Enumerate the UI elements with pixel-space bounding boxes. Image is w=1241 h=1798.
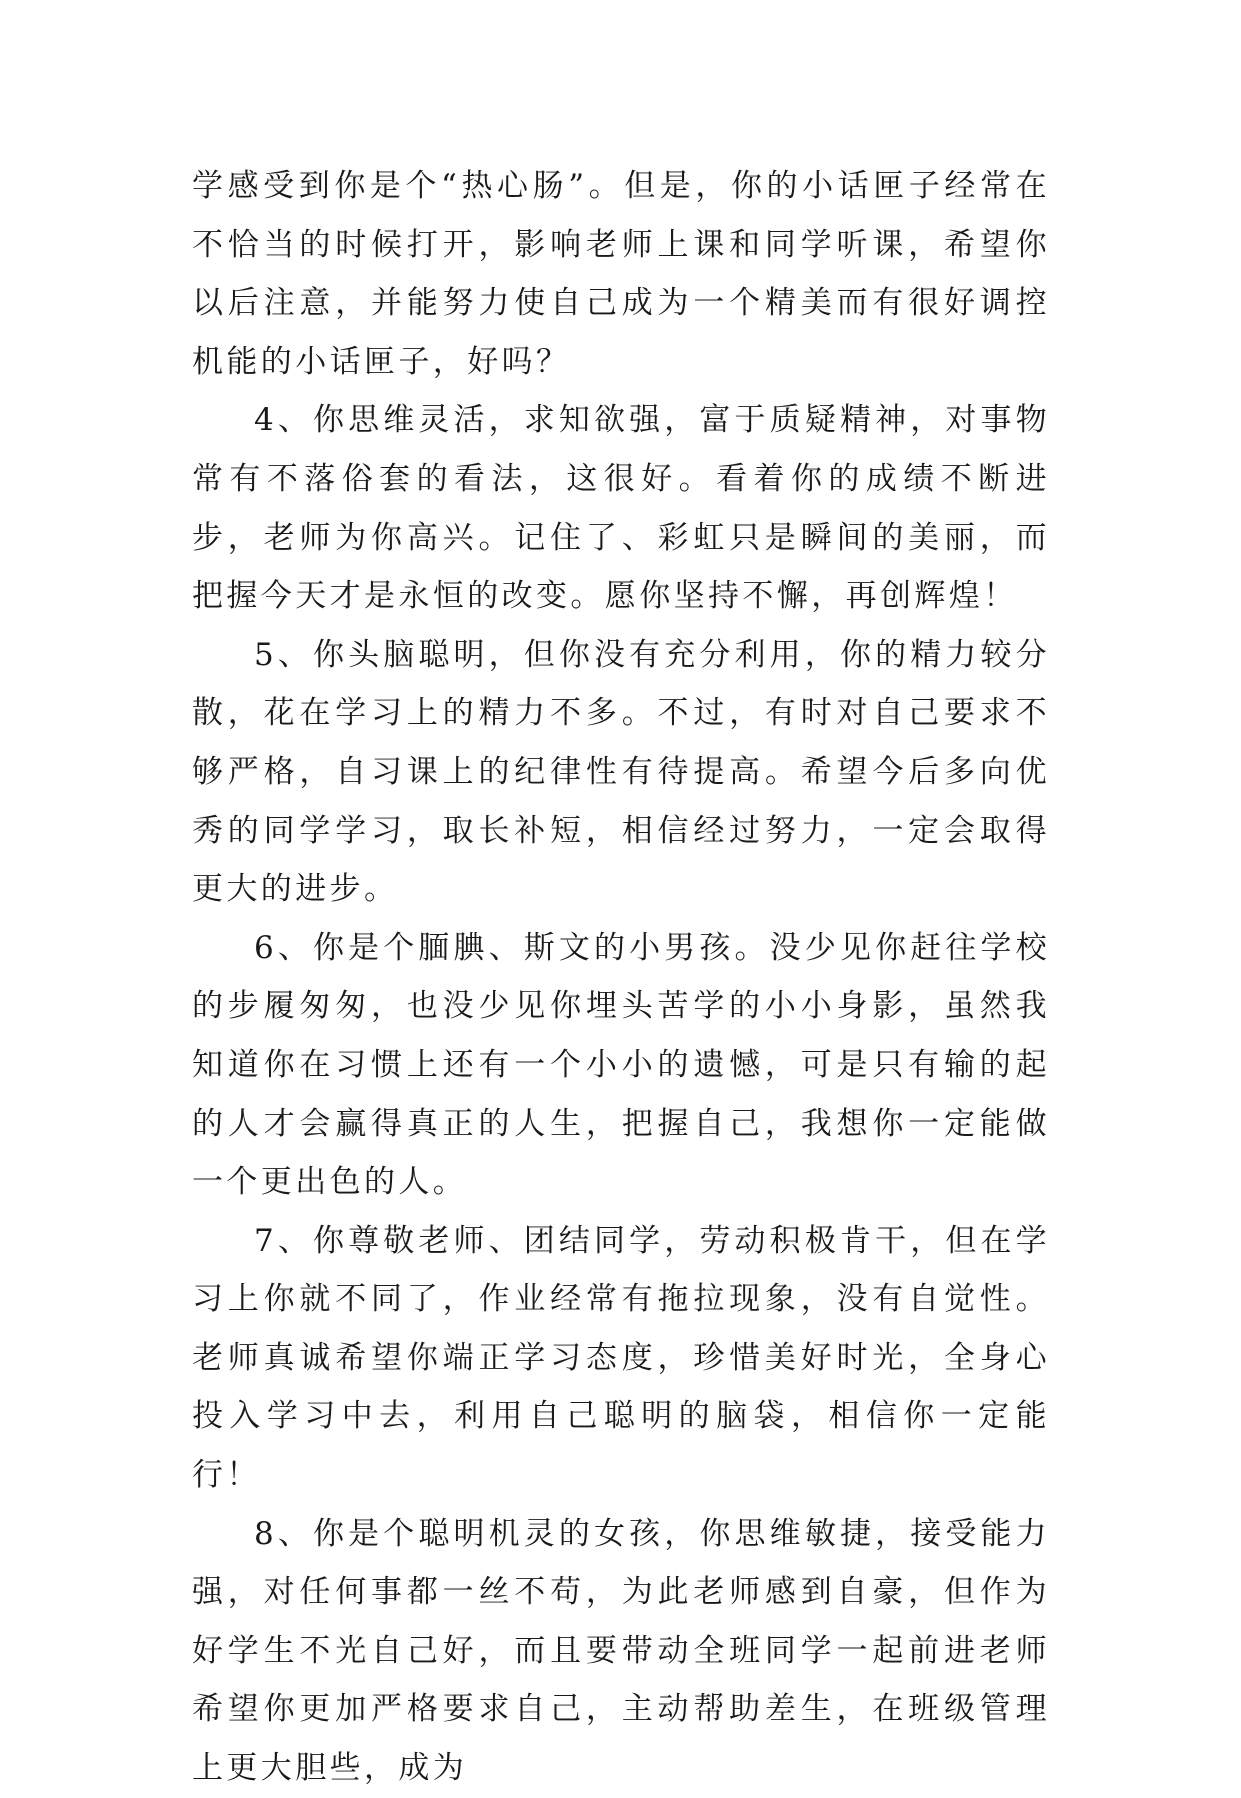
paragraph-item-6: 6、你是个腼腆、斯文的小男孩。没少见你赶往学校的步履匆匆，也没少见你埋头苦学的小小身影，虽然我知道你在习惯上还有一个小小的遗憾，可是只有输的起的人才会赢得真正的人生，把握自己，我想你一定能做一个更出色的人。: [192, 929, 1050, 1201]
paragraph-item-4: 4、你思维灵活，求知欲强，富于质疑精神，对事物常有不落俗套的看法，这很好。看着你的成绩不断进步，老师为你高兴。记住了、彩虹只是瞬间的美丽，而把握今天才是永恒的改变。愿你坚持不懈，再创辉煌！: [192, 402, 1050, 615]
paragraph-item-7: 7、你尊敬老师、团结同学，劳动积极肯干，但在学习上你就不同了，作业经常有拖拉现象，没有自觉性。老师真诚希望你端正学习态度，珍惜美好时光，全身心投入学习中去，利用自己聪明的脑袋，相信你一定能行！: [192, 1222, 1050, 1494]
document-body: [192, 157, 1050, 1798]
paragraph-continued: 学感受到你是个“热心肠”。但是，你的小话匣子经常在不恰当的时候打开，影响老师上课和同学听课，希望你以后注意，并能努力使自己成为一个精美而有很好调控机能的小话匣子，好吗？: [192, 168, 1050, 380]
paragraph-item-8: 8、你是个聪明机灵的女孩，你思维敏捷，接受能力强，对任何事都一丝不苟，为此老师感到自豪，但作为好学生不光自己好，而且要带动全班同学一起前进老师希望你更加严格要求自己，主动帮助差生，在班级管理上更大胆些，成为: [192, 1515, 1050, 1787]
paragraph-item-5: 5、你头脑聪明，但你没有充分利用，你的精力较分散，花在学习上的精力不多。不过，有时对自己要求不够严格，自习课上的纪律性有待提高。希望今后多向优秀的同学学习，取长补短，相信经过努力，一定会取得更大的进步。: [192, 636, 1050, 908]
